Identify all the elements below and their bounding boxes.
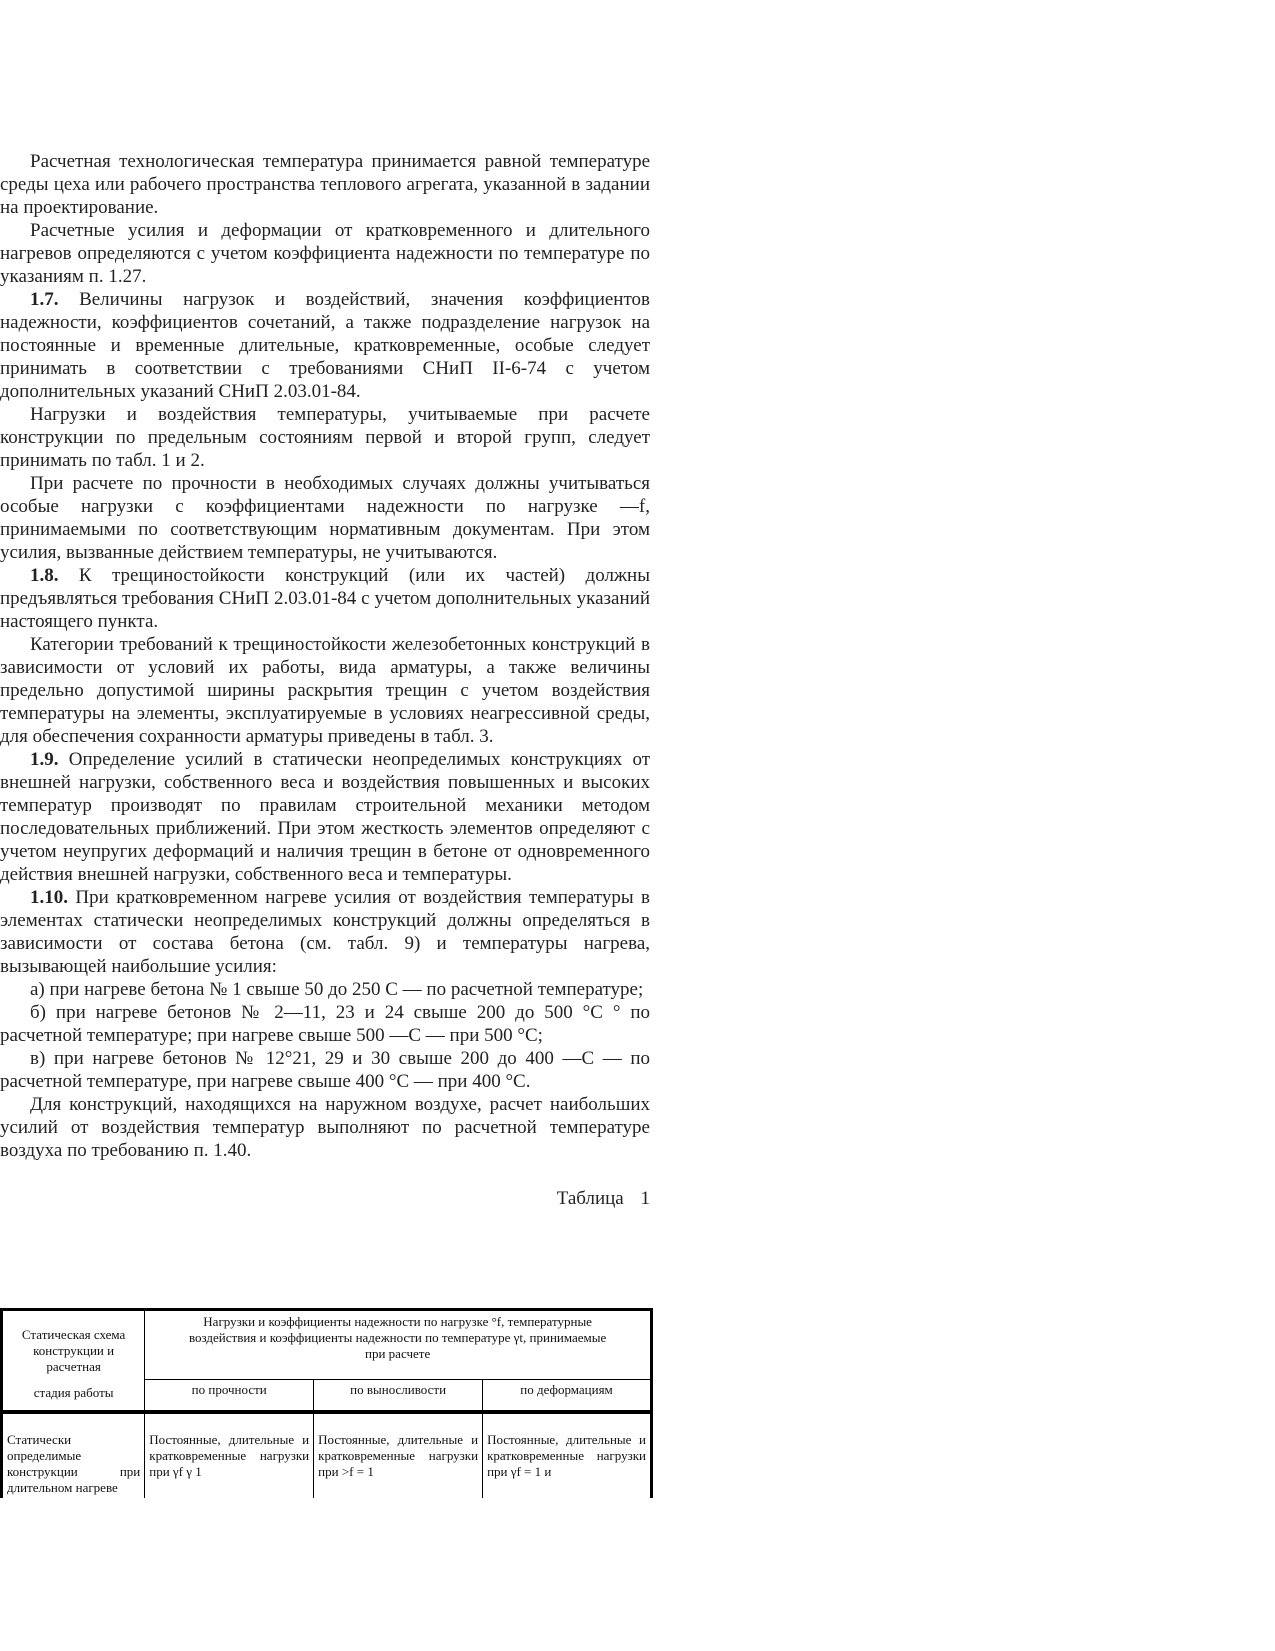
paragraph: в) при нагреве бетонов № 12°21, 29 и 30 свыше 200 до 400 —С — по расчетной температуре, при нагреве свыше 400 °С — при 400 °С. — [0, 1048, 650, 1092]
table-row — [2, 1412, 652, 1498]
header-span-cell: Нагрузки и коэффициенты надежности по нагрузке °f, температурные воздействия и коэффициенты надежности по температуре γt, принимаемые при расчете — [145, 1310, 652, 1380]
paragraph: 1.9. Определение усилий в статически неопределимых конструкциях от внешней нагрузки, собственного веса и воздействия повышенных и высоких температур производят по правилам строительной механики методом последовательных приближений. При этом жесткость элементов определяют с учетом неупругих деформаций и наличия трещин в бетоне от одновременного действия внешней нагрузки, собственного веса и температуры. — [0, 749, 650, 885]
paragraph: Расчетная технологическая температура принимается равной температуре среды цеха или рабочего пространства теплового агрегата, указанной в задании на проектирование. — [0, 151, 650, 218]
header-scheme-bottom: стадия работы — [33, 1385, 114, 1400]
paragraph: Нагрузки и воздействия температуры, учитываемые при расчете конструкции по предельным состояниям первой и второй групп, следует принимать по табл. 1 и 2. — [0, 404, 650, 471]
subheader-endurance: по выносливости — [314, 1380, 483, 1413]
paragraph: 1.8. К трещиностойкости конструкций (или их частей) должны предъявляться требования СНиП 2.03.01-84 с учетом дополнительных указаний настоящего пункта. — [0, 565, 650, 632]
paragraph: 1.7. Величины нагрузок и воздействий, значения коэффициентов надежности, коэффициентов сочетаний, а также подразделение нагрузок на постоянные и временные длительные, кратковременные, особые следует принимать в соответствии с требованиями СНиП II-6-74 с учетом дополнительных указаний СНиП 2.03.01-84. — [0, 289, 650, 402]
paragraph: а) при нагреве бетона № 1 свыше 50 до 250 C — по расчетной температуре; — [30, 979, 644, 1000]
table-1 — [0, 1308, 653, 1498]
table-caption: Таблица 1 — [556, 1188, 650, 1209]
row-strength-cell: Постоянные, длительные и кратковременные нагрузки при γf γ 1 — [145, 1412, 314, 1498]
paragraph: б) при нагреве бетонов № 2—11, 23 и 24 свыше 200 до 500 °С ° по расчетной температуре; при нагреве свыше 500 —С — при 500 °С; — [0, 1002, 650, 1046]
document-page — [0, 150, 650, 1210]
row-deformation-cell: Постоянные, длительные и кратковременные нагрузки при γf = 1 и — [483, 1412, 652, 1498]
subheader-deformation: по деформациям — [483, 1380, 652, 1413]
row-scheme-cell: Статически определимые конструкции при длительном нагреве — [2, 1412, 145, 1498]
paragraph: Расчетные усилия и деформации от кратковременного и длительного нагревов определяются с учетом коэффициента надежности по температуре по указаниям п. 1.27. — [0, 220, 650, 287]
subheader-strength: по прочности — [145, 1380, 314, 1413]
paragraph: При расчете по прочности в необходимых случаях должны учитываться особые нагрузки с коэффициентами надежности по нагрузке —f, принимаемыми по соответствующим нормативным документам. При этом усилия, вызванные действием температуры, не учитываются. — [0, 473, 650, 563]
header-scheme-cell — [2, 1310, 145, 1413]
paragraph: Категории требований к трещиностойкости железобетонных конструкций в зависимости от условий их работы, вида арматуры, а также величины предельно допустимой ширины раскрытия трещин с учетом воздействия температуры на элементы, эксплуатируемые в условиях неагрессивной среды, для обеспечения сохранности арматуры приведены в табл. 3. — [0, 634, 650, 747]
paragraph: Для конструкций, находящихся на наружном воздухе, расчет наибольших усилий от воздействия температур выполняют по расчетной температуре воздуха по требованию п. 1.40. — [0, 1094, 650, 1161]
header-scheme-top: Статическая схема конструкции и расчетная — [21, 1327, 126, 1374]
paragraph: 1.10. При кратковременном нагреве усилия от воздействия температуры в элементах статически неопределимых конструкций должны определяться в зависимости от состава бетона (см. табл. 9) и температуры нагрева, вызывающей наибольшие усилия: — [0, 887, 650, 977]
body-text — [0, 150, 650, 1162]
row-endurance-cell: Постоянные, длительные и кратковременные нагрузки при >f = 1 — [314, 1412, 483, 1498]
